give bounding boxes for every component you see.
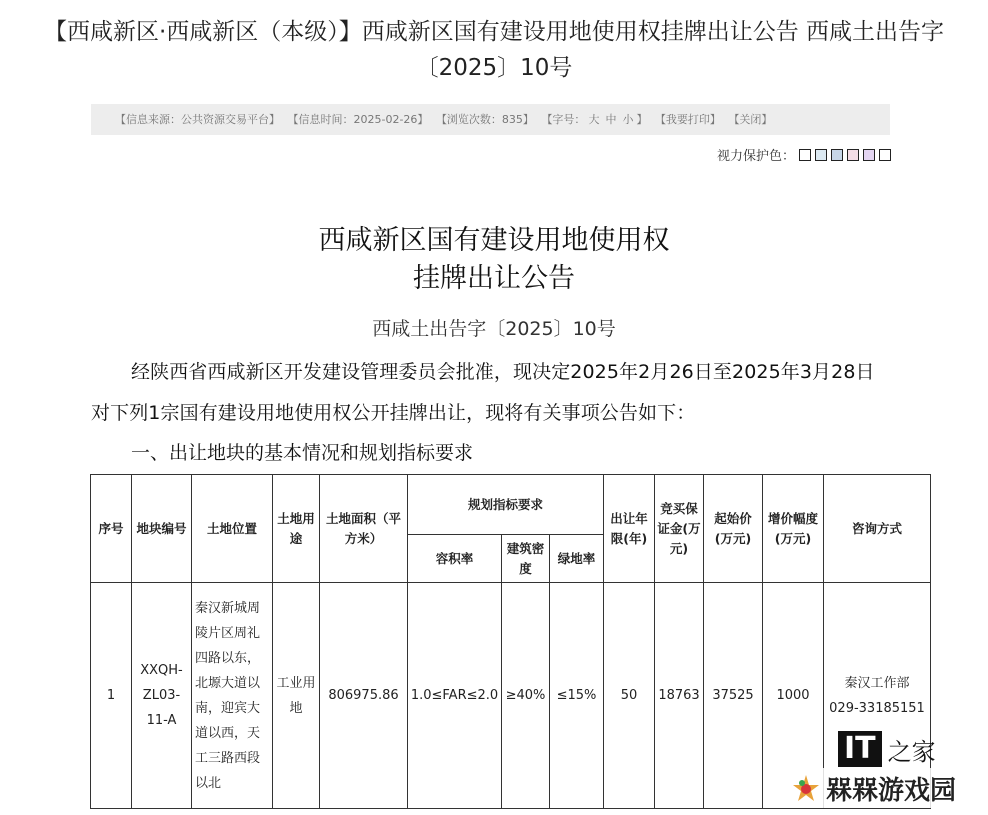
font-size-suffix: 】 [636,113,648,126]
document-title [0,222,988,298]
contact-name: 秦汉工作部 [844,675,910,691]
cell-density: ≥40% [502,583,550,809]
it-home-watermark [838,728,984,770]
star-logo-icon [792,774,820,802]
cell-green: ≤15% [550,583,604,809]
font-size-small[interactable]: 小 [622,113,634,126]
header-planning: 规划指标要求 [408,475,604,535]
cell-location: 秦汉新城周陵片区周礼四路以东，北塬大道以南，迎宾大道以西，天工三路西段以北 [192,583,273,809]
cell-years: 50 [604,583,655,809]
page-title-line2: 〔2025〕10号 [415,55,573,81]
page-title [0,14,988,86]
header-years: 出让年限(年) [604,475,655,583]
header-far: 容积率 [408,535,502,583]
header-location: 土地位置 [192,475,273,583]
document-number: 西咸土出告字〔2025〕10号 [372,318,616,340]
cell-parcel: XXQH-ZL03-11-A [132,583,192,809]
header-green: 绿地率 [550,535,604,583]
info-views: 【浏览次数：835】 [435,113,534,126]
cell-area: 806975.86 [320,583,408,809]
cell-use: 工业用地 [273,583,320,809]
info-bar [91,104,890,135]
print-link[interactable]: 【我要打印】 [654,113,721,126]
color-swatch-light-blue[interactable] [815,149,827,161]
font-size-large[interactable]: 大 [588,113,600,126]
close-link[interactable]: 【关闭】 [728,113,773,126]
cell-increment: 1000 [763,583,824,809]
cell-seq: 1 [91,583,132,809]
header-deposit: 竞买保证金(万元) [655,475,704,583]
font-size-control [541,113,647,126]
color-swatch-pink[interactable] [847,149,859,161]
document-title-line2: 挂牌出让公告 [413,263,575,294]
header-contact: 咨询方式 [824,475,931,583]
header-seq: 序号 [91,475,132,583]
header-area: 土地面积（平方米） [320,475,408,583]
info-source: 【信息来源：公共资源交易平台】 [115,113,280,126]
color-swatch-white[interactable] [799,149,811,161]
site-name: 槑槑游戏园 [826,775,957,806]
section-heading: 一、出让地块的基本情况和规划指标要求 [131,442,474,464]
page-title-line1: 【西咸新区·西咸新区（本级）】西咸新区国有建设用地使用权挂牌出让公告 西咸土出告字 [43,19,945,45]
header-increment: 增价幅度(万元) [763,475,824,583]
header-parcel: 地块编号 [132,475,192,583]
font-size-medium[interactable]: 中 [605,113,617,126]
parcel-table [90,474,931,809]
cell-deposit: 18763 [655,583,704,809]
color-swatch-blue[interactable] [831,149,843,161]
color-swatch-lavender[interactable] [863,149,875,161]
color-swatch-default[interactable] [879,149,891,161]
site-watermark [792,768,988,808]
info-time: 【信息时间：2025-02-26】 [287,113,429,126]
intro-paragraph: 经陕西省西咸新区开发建设管理委员会批准，现决定2025年2月26日至2025年3月28日对下列1宗国有建设用地使用权公开挂牌出让，现将有关事项公告如下： [91,361,875,424]
cell-start-price: 37525 [704,583,763,809]
it-logo-icon: IT [838,731,882,767]
document-title-line1: 西咸新区国有建设用地使用权 [318,225,670,256]
header-use: 土地用途 [273,475,320,583]
header-density: 建筑密度 [502,535,550,583]
header-start-price: 起始价(万元) [704,475,763,583]
it-logo-suffix: 之家 [887,737,936,766]
eye-protection-label: 视力保护色： [716,149,795,164]
font-size-prefix: 【字号： [541,113,586,126]
eye-protection-picker [717,145,891,164]
contact-phone: 029-33185151 [829,700,925,716]
cell-far: 1.0≤FAR≤2.0 [408,583,502,809]
